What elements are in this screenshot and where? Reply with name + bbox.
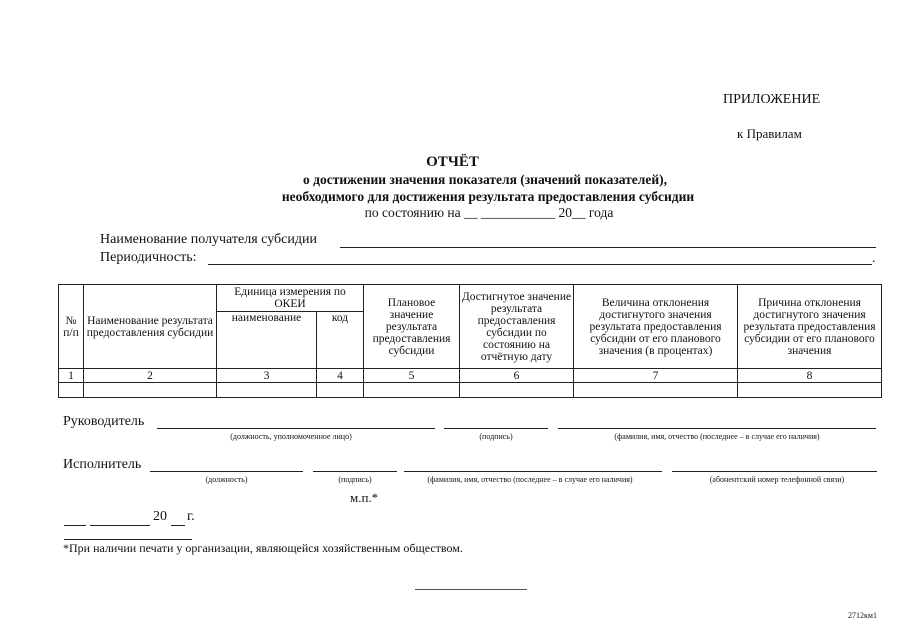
table-cell[interactable] — [317, 383, 364, 398]
column-number: 4 — [317, 369, 364, 383]
recipient-field-line[interactable] — [340, 247, 876, 248]
date-month-line[interactable] — [90, 525, 150, 526]
stamp-mark: м.п.* — [350, 490, 379, 505]
head-signature-line[interactable] — [444, 428, 548, 429]
report-date-line: по состоянию на __ ___________ 20__ года — [364, 205, 614, 220]
executor-label: Исполнитель — [63, 457, 142, 472]
report-table — [58, 284, 882, 398]
footnote-separator — [64, 539, 192, 540]
column-number: 2 — [84, 369, 217, 383]
date-year-line[interactable] — [171, 525, 185, 526]
report-title: ОТЧЁТ — [426, 154, 479, 170]
head-label: Руководитель — [63, 414, 145, 429]
to-rules-label: к Правилам — [737, 126, 802, 141]
footnote-text: *При наличии печати у организации, являющейся хозяйственным обществом. — [63, 541, 463, 555]
header-unit-group: Единица измерения по ОКЕИ — [217, 285, 364, 312]
date-year-suffix: г. — [187, 509, 195, 524]
header-num: № п/п — [59, 285, 84, 369]
appendix-label: ПРИЛОЖЕНИЕ — [723, 92, 821, 107]
report-subtitle-1: о достижении значения показателя (значений показателей), — [303, 172, 667, 187]
executor-phone-caption: (абонентский номер телефонной связи) — [709, 475, 845, 484]
head-name-caption: (фамилия, имя, отчество (последнее – в случае его наличия) — [614, 432, 820, 441]
head-signature-caption: (подпись) — [479, 432, 513, 441]
report-subtitle-2: необходимого для достижения результата предоставления субсидии — [281, 189, 695, 204]
table-cell[interactable] — [217, 383, 317, 398]
periodicity-label: Периодичность: — [100, 250, 197, 265]
table-row — [59, 383, 882, 398]
head-position-line[interactable] — [157, 428, 435, 429]
table-cell[interactable] — [574, 383, 738, 398]
date-day-line[interactable] — [64, 525, 86, 526]
column-number: 8 — [738, 369, 882, 383]
executor-name-caption: (фамилия, имя, отчество (последнее – в случае его наличия) — [427, 475, 633, 484]
column-number: 5 — [364, 369, 460, 383]
executor-position-caption: (должность) — [205, 475, 248, 484]
executor-phone-line[interactable] — [672, 471, 877, 472]
bottom-divider — [415, 589, 527, 590]
table-cell[interactable] — [460, 383, 574, 398]
periodicity-field-line[interactable] — [208, 264, 872, 265]
header-planned: Плановое значение результата предоставления субсидии — [364, 285, 460, 369]
table-cell[interactable] — [738, 383, 882, 398]
column-number: 1 — [59, 369, 84, 383]
periodicity-end-mark: . — [872, 251, 876, 266]
head-position-caption: (должность, уполномоченное лицо) — [230, 432, 352, 441]
document-code: 2712км1 — [848, 611, 877, 620]
column-number: 6 — [460, 369, 574, 383]
header-unit-code: код — [317, 312, 364, 369]
table-cell[interactable] — [364, 383, 460, 398]
header-unit-name: наименование — [217, 312, 317, 369]
date-year-prefix: 20 — [153, 509, 167, 524]
head-name-line[interactable] — [558, 428, 876, 429]
header-result-name: Наименование результата предоставления субсидии — [84, 285, 217, 369]
header-deviation: Величина отклонения достигнутого значения результата предоставления субсидии от его планового значения (в процентах) — [574, 285, 738, 369]
recipient-label: Наименование получателя субсидии — [100, 232, 317, 247]
header-achieved: Достигнутое значение результата предоставления субсидии по состоянию на отчётную дату — [460, 285, 574, 369]
table-cell[interactable] — [59, 383, 84, 398]
column-number: 7 — [574, 369, 738, 383]
column-number: 3 — [217, 369, 317, 383]
table-cell[interactable] — [84, 383, 217, 398]
executor-position-line[interactable] — [150, 471, 303, 472]
executor-signature-caption: (подпись) — [338, 475, 372, 484]
header-reason: Причина отклонения достигнутого значения результата предоставления субсидии от его планового значения — [738, 285, 882, 369]
executor-name-line[interactable] — [404, 471, 662, 472]
executor-signature-line[interactable] — [313, 471, 397, 472]
